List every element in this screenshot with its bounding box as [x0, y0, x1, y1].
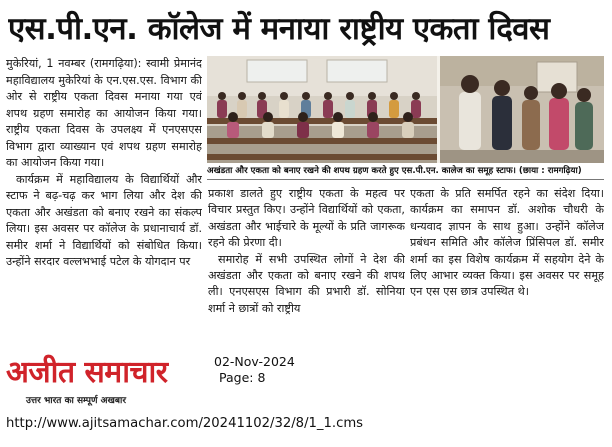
newspaper-tagline: उत्तर भारत का सम्पूर्ण अखबार — [26, 396, 127, 406]
article-paragraph: समारोह में सभी उपस्थित लोगों ने देश की अखंडता और एकता को बनाए रखने की शपथ ली। एनएसएस विभाग की प्रभारी डॉ. सोनिया शर्मा ने छात्रों को राष्ट्रीय — [208, 252, 405, 315]
newspaper-logo: अजीत समाचार — [6, 355, 168, 390]
article-paragraph: प्रकाश डालते हुए राष्ट्रीय एकता के महत्व पर विचार प्रस्तुत किए। उन्होंने विद्यार्थियों को एकता, अखंडता और भाईचारे के मूल्यों के प्रति जागरूक रहने की प्रेरणा दी। — [208, 187, 405, 250]
page-number: Page: 8 — [219, 370, 266, 385]
headline: एस.पी.एन. कॉलेज में मनाया राष्ट्रीय एकता दिवस — [8, 11, 550, 47]
photo-caption: अखंडता और एकता को बनाए रखने की शपथ ग्रहण करते हुए एस.पी.एन. कालेज का समूह स्टाफ। (छाया : रामगढ़िया) — [207, 163, 604, 180]
source-url[interactable]: http://www.ajitsamachar.com/20241102/32/8/1_1.cms — [6, 416, 364, 431]
article-paragraph: मुकेरियां, 1 नवम्बर (रामगढ़िया): स्वामी प्रेमानंद महाविद्यालय मुकेरियां के एन.एस.एस. विभाग की ओर से राष्ट्रीय एकता दिवस मनाया गया एवं शपथ ग्रहण समारोह का आयोजन किया गया। राष्ट्रीय एकता दिवस के उपलक्ष्य में एनएसएस विभाग द्वारा व्याख्यान एवं शपथ ग्रहण समारोह का आयोजन किया गया। — [6, 57, 202, 169]
article-paragraph: कार्यक्रम में महाविद्यालय के विद्यार्थियों और स्टाफ ने बढ़-चढ़ कर भाग लिया और देश की एकता और अखंडता को बनाए रखने का संकल्प लिया। इस अवसर पर कॉलेज के प्रधानाचार्य डॉ. समीर शर्मा ने विद्यार्थियों को संबोधित किया। उन्होंने सरदार वल्लभभाई पटेल के योगदान पर — [6, 172, 202, 268]
edition-info — [214, 354, 354, 386]
article-column-left — [6, 56, 202, 352]
edition-date: 02-Nov-2024 — [214, 354, 295, 369]
article-paragraph: एकता के प्रति समर्पित रहने का संदेश दिया। कार्यक्रम का समापन डॉ. अशोक चौधरी के धन्यवाद ज्ञापन के साथ हुआ। उन्होंने कॉलेज प्रबंधन समिति और कॉलेज प्रिंसिपल डॉ. समीर शर्मा का इस विशेष कार्यक्रम में सहयोग देने के लिए आभार व्यक्त किया। इस अवसर पर समूह एन एस एस छात्र उपस्थित थे। — [410, 187, 604, 299]
article-column-middle — [208, 186, 405, 352]
article-column-right — [410, 186, 604, 352]
group-photo-image — [207, 56, 604, 163]
news-photo — [207, 56, 604, 163]
